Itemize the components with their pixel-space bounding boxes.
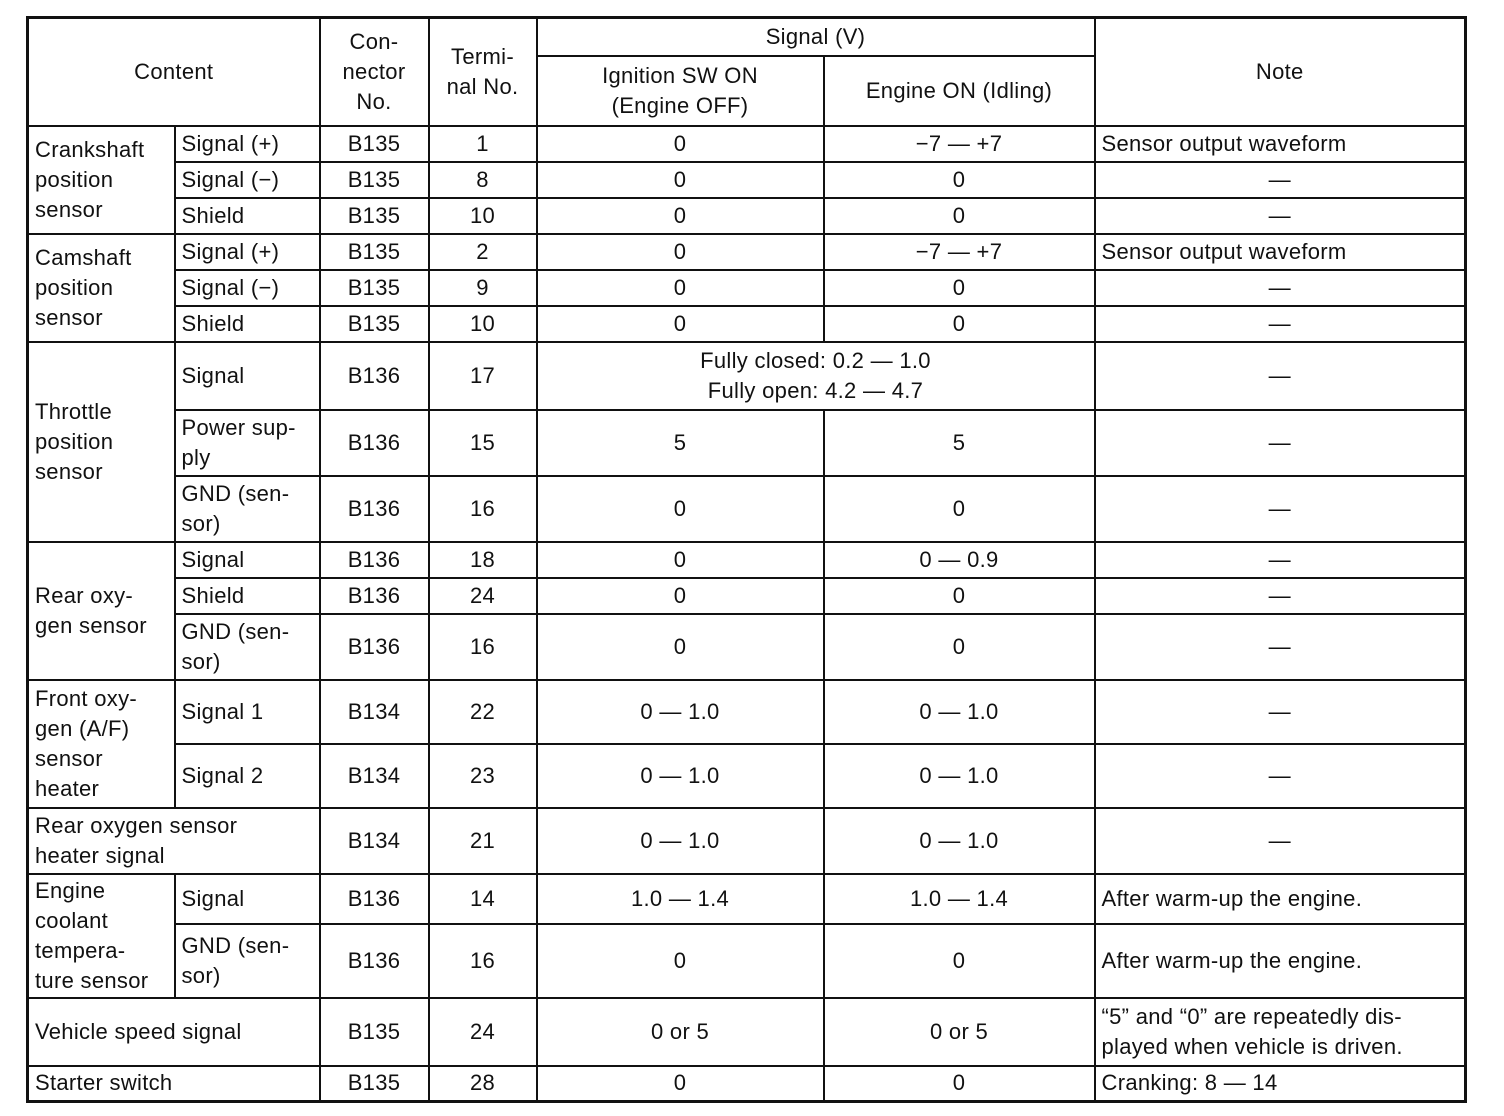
row-note: —: [1095, 744, 1466, 808]
row-note: —: [1095, 614, 1466, 680]
group-camshaft-position-sensor: Camshaft position sensor: [28, 234, 175, 342]
row-engine-value: 0: [824, 614, 1095, 680]
row-note: —: [1095, 198, 1466, 234]
row-ignition-value: 0: [537, 306, 824, 342]
row-engine-value: 0: [824, 1066, 1095, 1102]
row-engine-value: 0 or 5: [824, 998, 1095, 1066]
group-rear-oxygen-sensor: Rear oxy- gen sensor: [28, 542, 175, 680]
row-connector: B135: [320, 1066, 429, 1102]
table-row: [28, 234, 1466, 270]
row-note: —: [1095, 680, 1466, 744]
row-ignition-value: 0 — 1.0: [537, 680, 824, 744]
row-engine-value: 0: [824, 578, 1095, 614]
table-row: [28, 578, 1466, 614]
table-row: [28, 744, 1466, 808]
header-row-1: [28, 18, 1466, 56]
row-ignition-value: 0 or 5: [537, 998, 824, 1066]
row-note: —: [1095, 808, 1466, 874]
row-ignition-value: 0: [537, 578, 824, 614]
row-ignition-value: 0: [537, 1066, 824, 1102]
row-connector: B134: [320, 808, 429, 874]
table-row: [28, 270, 1466, 306]
row-terminal: 9: [429, 270, 537, 306]
row-item: Signal 2: [175, 744, 320, 808]
row-terminal: 15: [429, 410, 537, 476]
row-item: Signal: [175, 874, 320, 925]
row-terminal: 18: [429, 542, 537, 578]
group-vehicle-speed-signal: Vehicle speed signal: [28, 998, 320, 1066]
row-engine-value: 1.0 — 1.4: [824, 874, 1095, 925]
row-note: —: [1095, 342, 1466, 410]
table-row: [28, 126, 1466, 162]
header-note: Note: [1095, 18, 1466, 126]
row-connector: B136: [320, 342, 429, 410]
row-engine-value: 0 — 1.0: [824, 680, 1095, 744]
row-engine-value: 0 — 0.9: [824, 542, 1095, 578]
row-note: —: [1095, 410, 1466, 476]
row-ignition-value: 1.0 — 1.4: [537, 874, 824, 925]
table-row: [28, 1066, 1466, 1102]
row-note: —: [1095, 476, 1466, 542]
row-connector: B135: [320, 162, 429, 198]
group-engine-coolant-temperature-sensor: Engine coolant tempera- ture sensor: [28, 874, 175, 998]
row-ignition-value: 0: [537, 614, 824, 680]
row-connector: B135: [320, 198, 429, 234]
row-item: Shield: [175, 198, 320, 234]
header-engine-on: Engine ON (Idling): [824, 56, 1095, 126]
header-connector-no: Con- nector No.: [320, 18, 429, 126]
row-note: After warm-up the engine.: [1095, 874, 1466, 925]
row-terminal: 10: [429, 198, 537, 234]
row-ignition-value: 0: [537, 198, 824, 234]
row-connector: B136: [320, 924, 429, 997]
row-engine-value: 0 — 1.0: [824, 744, 1095, 808]
row-note: Sensor output waveform: [1095, 126, 1466, 162]
row-terminal: 8: [429, 162, 537, 198]
row-terminal: 22: [429, 680, 537, 744]
row-item: Signal (+): [175, 234, 320, 270]
row-terminal: 14: [429, 874, 537, 925]
row-ignition-value: 0: [537, 924, 824, 997]
signal-table: [26, 16, 1467, 1103]
table-row: [28, 306, 1466, 342]
row-item: Signal: [175, 542, 320, 578]
group-starter-switch: Starter switch: [28, 1066, 320, 1102]
table-row: [28, 998, 1466, 1066]
group-front-oxygen-sensor-heater: Front oxy- gen (A/F) sensor heater: [28, 680, 175, 808]
row-ignition-value: 0: [537, 162, 824, 198]
row-terminal: 24: [429, 998, 537, 1066]
header-ignition-sw-on: Ignition SW ON (Engine OFF): [537, 56, 824, 126]
group-rear-oxygen-sensor-heater-signal: Rear oxygen sensor heater signal: [28, 808, 320, 874]
row-note: —: [1095, 270, 1466, 306]
row-engine-value: −7 — +7: [824, 126, 1095, 162]
row-ignition-value: 0 — 1.0: [537, 808, 824, 874]
row-note: “5” and “0” are repeatedly dis- played when vehicle is driven.: [1095, 998, 1466, 1066]
row-item: Shield: [175, 306, 320, 342]
row-ignition-value: 5: [537, 410, 824, 476]
table-row: [28, 410, 1466, 476]
row-connector: B135: [320, 234, 429, 270]
row-connector: B136: [320, 578, 429, 614]
row-connector: B134: [320, 680, 429, 744]
group-throttle-position-sensor: Throttle position sensor: [28, 342, 175, 542]
table-row: [28, 542, 1466, 578]
row-terminal: 28: [429, 1066, 537, 1102]
table-row: [28, 476, 1466, 542]
row-ignition-value: 0 — 1.0: [537, 744, 824, 808]
row-item: GND (sen- sor): [175, 476, 320, 542]
row-item: Signal (+): [175, 126, 320, 162]
row-connector: B136: [320, 476, 429, 542]
row-connector: B135: [320, 270, 429, 306]
row-item: Signal (−): [175, 270, 320, 306]
row-terminal: 16: [429, 476, 537, 542]
row-item: GND (sen- sor): [175, 614, 320, 680]
row-note: Cranking: 8 — 14: [1095, 1066, 1466, 1102]
group-crankshaft-position-sensor: Crankshaft position sensor: [28, 126, 175, 234]
row-terminal: 10: [429, 306, 537, 342]
table-row: [28, 924, 1466, 997]
row-terminal: 24: [429, 578, 537, 614]
table-row: [28, 614, 1466, 680]
row-note: —: [1095, 306, 1466, 342]
row-connector: B136: [320, 410, 429, 476]
header-signal-v: Signal (V): [537, 18, 1095, 56]
row-terminal: 2: [429, 234, 537, 270]
row-ignition-value: 0: [537, 126, 824, 162]
table-row: [28, 680, 1466, 744]
row-ignition-value: 0: [537, 234, 824, 270]
row-connector: B136: [320, 542, 429, 578]
row-note: —: [1095, 162, 1466, 198]
row-engine-value: 0: [824, 306, 1095, 342]
row-connector: B135: [320, 998, 429, 1066]
row-ignition-value: 0: [537, 542, 824, 578]
row-note: —: [1095, 542, 1466, 578]
row-terminal: 1: [429, 126, 537, 162]
row-item: Shield: [175, 578, 320, 614]
row-connector: B136: [320, 874, 429, 925]
row-terminal: 16: [429, 614, 537, 680]
row-ignition-value: 0: [537, 476, 824, 542]
row-terminal: 23: [429, 744, 537, 808]
row-engine-value: 0: [824, 476, 1095, 542]
row-terminal: 17: [429, 342, 537, 410]
row-note: Sensor output waveform: [1095, 234, 1466, 270]
row-engine-value: 0: [824, 270, 1095, 306]
row-connector: B136: [320, 614, 429, 680]
row-engine-value: 0: [824, 162, 1095, 198]
row-ignition-value: 0: [537, 270, 824, 306]
table-row: [28, 874, 1466, 925]
row-note: After warm-up the engine.: [1095, 924, 1466, 997]
table-row: [28, 342, 1466, 410]
table-row: [28, 198, 1466, 234]
header-terminal-no: Termi- nal No.: [429, 18, 537, 126]
row-note: —: [1095, 578, 1466, 614]
row-item: Signal: [175, 342, 320, 410]
row-connector: B135: [320, 306, 429, 342]
row-item: Power sup- ply: [175, 410, 320, 476]
row-engine-value: 5: [824, 410, 1095, 476]
header-content: Content: [28, 18, 320, 126]
row-terminal: 16: [429, 924, 537, 997]
row-terminal: 21: [429, 808, 537, 874]
row-item: GND (sen- sor): [175, 924, 320, 997]
table-row: [28, 162, 1466, 198]
table-row: [28, 808, 1466, 874]
row-item: Signal 1: [175, 680, 320, 744]
row-engine-value: −7 — +7: [824, 234, 1095, 270]
row-engine-value: 0: [824, 924, 1095, 997]
row-connector: B134: [320, 744, 429, 808]
row-item: Signal (−): [175, 162, 320, 198]
row-connector: B135: [320, 126, 429, 162]
row-merged-signal-value: Fully closed: 0.2 — 1.0 Fully open: 4.2 — 4.7: [537, 342, 1095, 410]
row-engine-value: 0 — 1.0: [824, 808, 1095, 874]
row-engine-value: 0: [824, 198, 1095, 234]
